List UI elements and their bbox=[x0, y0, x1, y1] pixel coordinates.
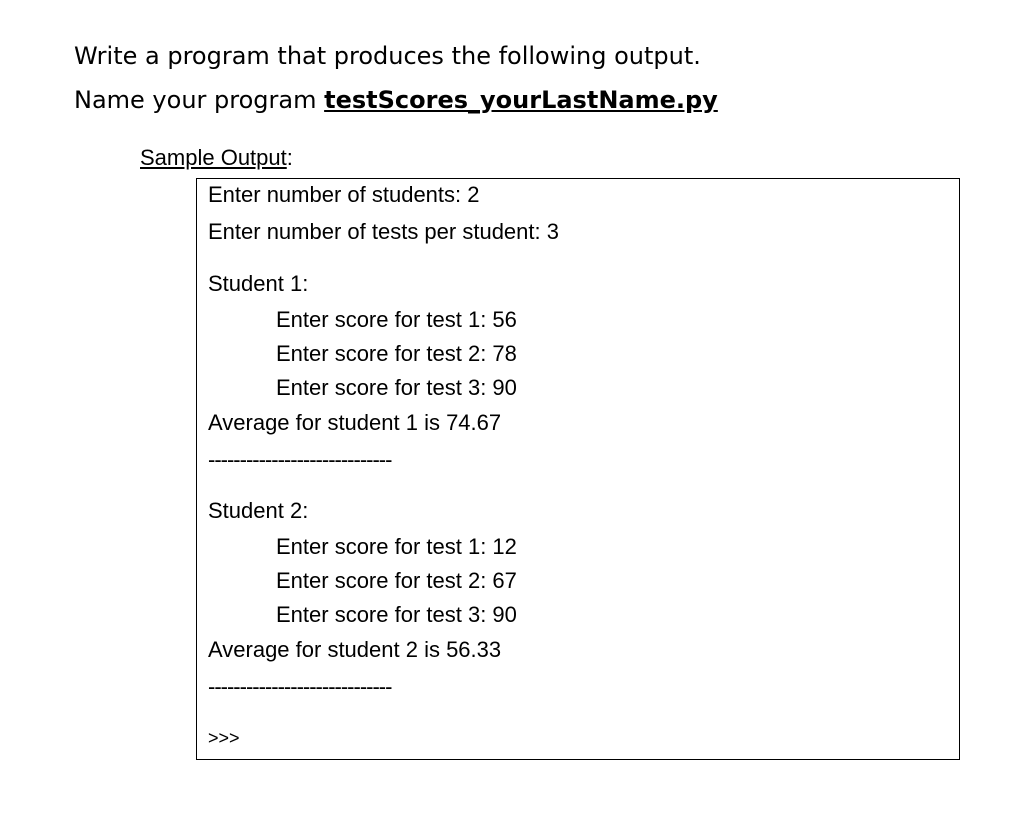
output-line-score-prompt: Enter score for test 3: 90 bbox=[276, 375, 517, 400]
output-line-score-prompt: Enter score for test 1: 56 bbox=[276, 307, 517, 332]
output-line-student-header: Student 2: bbox=[208, 498, 309, 523]
sample-output-label bbox=[140, 145, 293, 171]
output-line-tests-prompt: Enter number of tests per student: 3 bbox=[208, 219, 559, 244]
instruction-line-2 bbox=[74, 86, 718, 114]
output-line-students-prompt: Enter number of students: 2 bbox=[208, 182, 480, 207]
output-line-score-prompt: Enter score for test 2: 78 bbox=[276, 341, 517, 366]
output-line-score-prompt: Enter score for test 1: 12 bbox=[276, 534, 517, 559]
output-line-separator: ----------------------------- bbox=[208, 447, 392, 472]
output-line-average: Average for student 1 is 74.67 bbox=[208, 410, 502, 435]
output-line-score-prompt: Enter score for test 2: 67 bbox=[276, 568, 517, 593]
program-filename: testScores_yourLastName.py bbox=[324, 86, 718, 114]
output-line-prompt: >>> bbox=[208, 728, 240, 748]
output-line-separator: ----------------------------- bbox=[208, 674, 392, 699]
output-line-student-header: Student 1: bbox=[208, 271, 309, 296]
sample-output-label-text: Sample Output bbox=[140, 145, 287, 170]
instruction-text: Write a program that produces the following output. bbox=[74, 42, 701, 70]
instruction-prefix: Name your program bbox=[74, 86, 325, 114]
instruction-line-1 bbox=[74, 42, 701, 70]
sample-output-box bbox=[196, 178, 960, 760]
output-line-average: Average for student 2 is 56.33 bbox=[208, 637, 502, 662]
output-line-score-prompt: Enter score for test 3: 90 bbox=[276, 602, 517, 627]
sample-output-label-colon: : bbox=[286, 145, 293, 170]
